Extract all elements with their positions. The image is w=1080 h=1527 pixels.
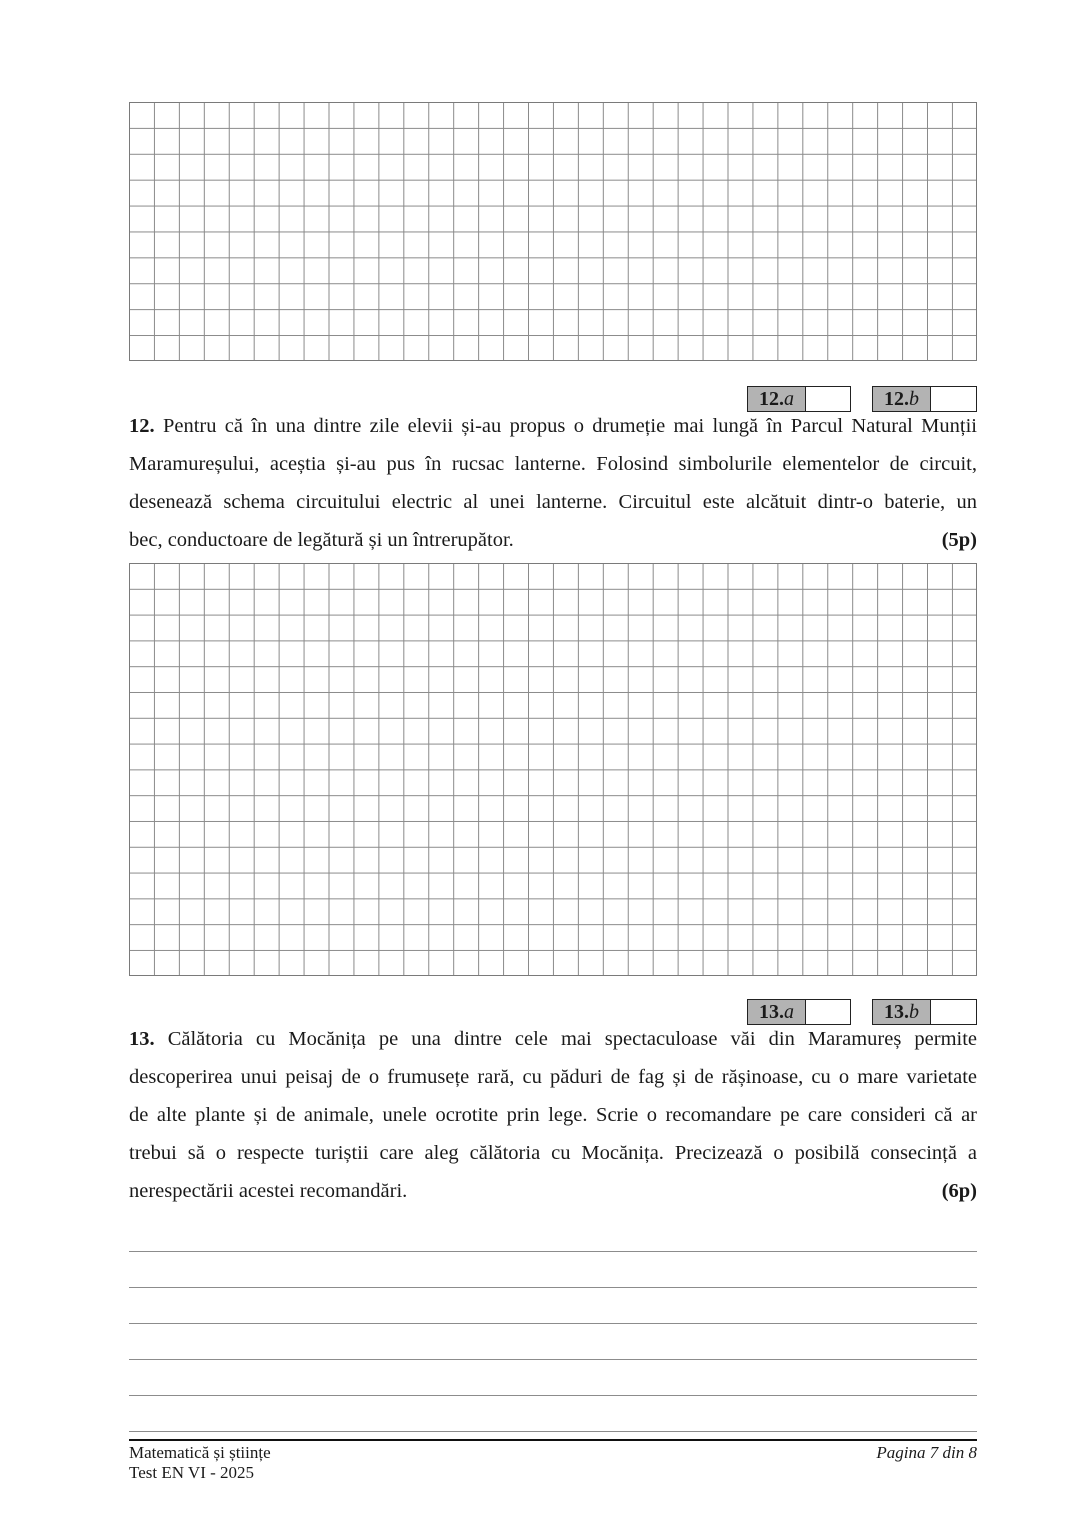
question-12-line-3: desenează schema circuitului electric al unei lanterne. Circuitul este alcătuit dintr-o baterie, un xyxy=(129,491,977,513)
footer-divider xyxy=(129,1439,977,1441)
answer-line-5[interactable] xyxy=(129,1395,977,1396)
question-13-line-5: nerespectării acestei recomandări. (6p) xyxy=(129,1172,977,1210)
question-13-text xyxy=(129,1020,977,1210)
question-13-line-3: de alte plante și de animale, unele ocrotite prin lege. Scrie o recomandare pe care consideri că ar xyxy=(129,1104,977,1126)
score-label-12b: 12. b xyxy=(873,387,931,411)
score-label-13a: 13. a xyxy=(748,1000,806,1024)
question-13-points: (6p) xyxy=(941,1180,977,1202)
question-13-line-2: descoperirea unui peisaj de o frumusețe rară, cu păduri de fag și de rășinoase, cu o mare varietate xyxy=(129,1066,977,1088)
question-12-text xyxy=(129,407,977,559)
footer-subject: Matematică și științe xyxy=(129,1443,271,1462)
score-label-13b: 13. b xyxy=(873,1000,931,1024)
answer-line-2[interactable] xyxy=(129,1287,977,1288)
question-12-points: (5p) xyxy=(941,529,977,551)
answer-line-1[interactable] xyxy=(129,1251,977,1252)
answer-line-6[interactable] xyxy=(129,1431,977,1432)
question-12-line-2: Maramureșului, aceștia și-au pus în rucsac lanterne. Folosind simbolurile elementelor de circuit, xyxy=(129,453,977,475)
answer-line-4[interactable] xyxy=(129,1359,977,1360)
page-number: Pagina 7 din 8 xyxy=(876,1443,977,1462)
answer-line-3[interactable] xyxy=(129,1323,977,1324)
question-13-number: 13. xyxy=(129,1028,155,1050)
score-label-12a: 12. a xyxy=(748,387,806,411)
footer-left xyxy=(129,1443,271,1483)
question-12-line-4: bec, conductoare de legătură și un întrerupător. (5p) xyxy=(129,521,977,559)
answer-grid-previous[interactable] xyxy=(129,102,977,361)
answer-grid-question-12[interactable] xyxy=(129,563,977,976)
footer-test: Test EN VI - 2025 xyxy=(129,1463,255,1482)
question-12-line-1: 12. Pentru că în una dintre zile elevii și-au propus o drumeție mai lungă în Parcul Natural Munții xyxy=(129,415,977,437)
question-13-line-1: 13. Călătoria cu Mocănița pe una dintre cele mai spectaculoase văi din Maramureș permite xyxy=(129,1028,978,1050)
question-12-number: 12. xyxy=(129,415,155,437)
question-13-line-4: trebui să o respecte turiștii care aleg călătoria cu Mocănița. Precizează o posibilă consecință a xyxy=(129,1142,977,1164)
